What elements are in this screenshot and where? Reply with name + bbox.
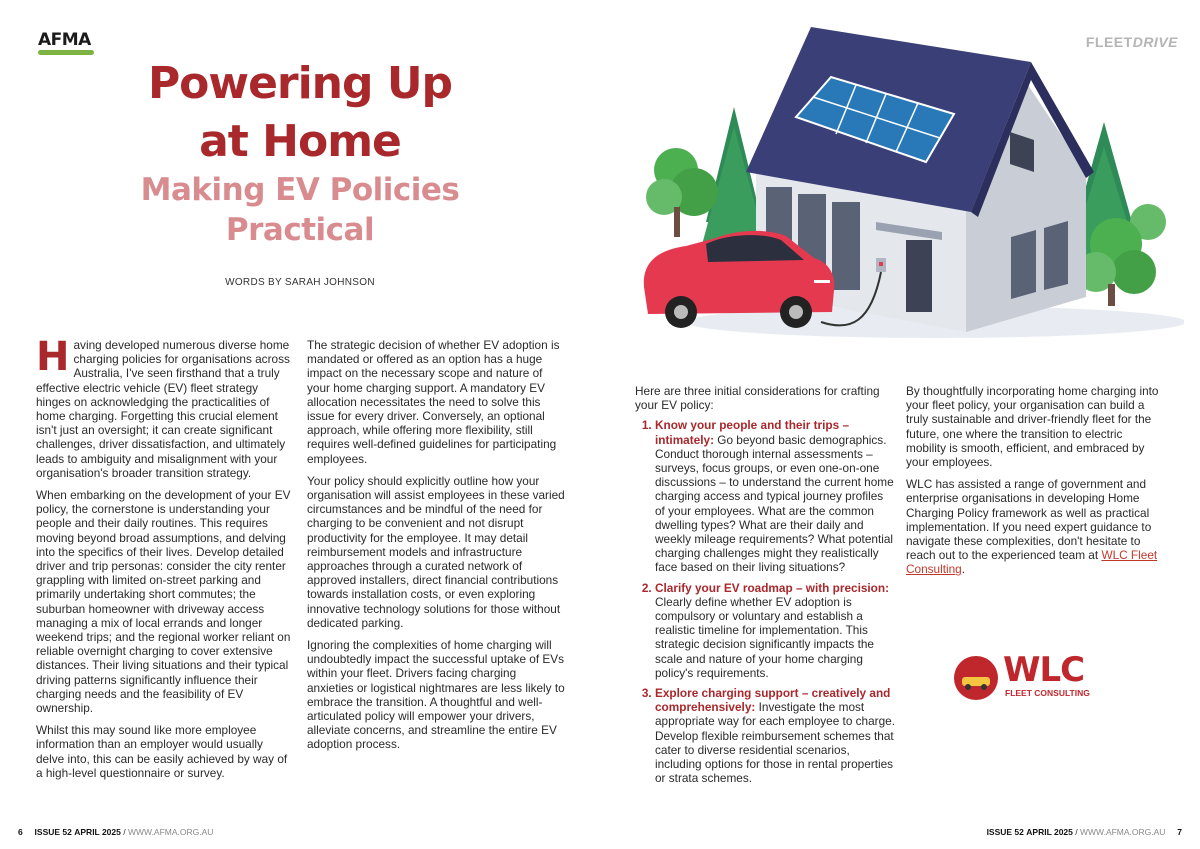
considerations-list <box>635 418 895 785</box>
section-brand-italic: DRIVE <box>1132 34 1178 50</box>
side-window-2 <box>1044 221 1068 290</box>
footer-sep-left: / <box>120 827 128 837</box>
col4-paragraph-1: By thoughtfully incorporating home charging into your fleet policy, your organisation can build a truly sustainable and driver-friendly fleet for the future, one where the transition to electric mobility is smooth, efficient, and embraced by your employees. <box>906 384 1159 470</box>
article-title: Powering Up at Home <box>147 58 453 167</box>
page-number-right: 7 <box>1177 827 1182 837</box>
article-byline: WORDS BY SARAH JOHNSON <box>225 277 375 288</box>
wlc-logo <box>953 650 1113 703</box>
col1-paragraph-3: Whilst this may sound like more employee information than an employer would usually delve into, this can be easily achieved by way of a high-level questionnaire or survey. <box>36 723 288 780</box>
house-ev-illustration <box>636 22 1184 342</box>
consideration-item <box>655 686 895 785</box>
afma-logo-text: AFMA <box>38 30 91 50</box>
footer-right <box>987 827 1182 837</box>
section-brand-main: FLEET <box>1085 34 1133 50</box>
col4-p2-text: WLC has assisted a range of government and enterprise organisations in developing Home Charging Policy framework as well as practical implementation. If you need expert guidance to navigate these complexities, don't hesitate to reach out to the experienced team at <box>906 477 1152 563</box>
afma-logo-swoosh <box>38 50 94 55</box>
page-number-left: 6 <box>18 827 23 837</box>
wlc-logo-emblem <box>953 655 999 701</box>
consideration-text: Clearly define whether EV adoption is compulsory or voluntary and establish a realistic timeline for implementation. This strategic decision significantly impacts the scale and nature of your home charging policy's requirements. <box>655 594 874 680</box>
consideration-item <box>655 418 895 574</box>
consideration-lead: Clarify your EV roadmap – with precision: <box>655 580 890 595</box>
wlc-link[interactable]: WLC Fleet Consulting <box>906 548 1158 577</box>
side-window-1 <box>1011 230 1036 299</box>
date-left: APRIL 2025 <box>74 827 121 837</box>
col2-paragraph-1: The strategic decision of whether EV adoption is mandated or offered as an option has a huge impact on the necessary scope and nature of your home charging support. A mandatory EV allocation necessitates the need to solve this issue for every driver. Conversely, an optional approach, while offering more flexibility, still requires well-defined guidelines for participating employees. <box>307 338 560 466</box>
col3-intro: Here are three initial considerations for crafting your EV policy: <box>635 384 880 413</box>
consideration-text: Go beyond basic demographics. Conduct thorough internal assessments – surveys, focus groups, or even one-on-one discussions – to understand the current home charging access and typical journey profiles of your employees. What are the common dwelling types? What are their daily and weekly mileage requirements? What potential charging challenges might they realistically face based on their living situations? <box>655 432 894 575</box>
round-tree-right-b <box>1112 250 1156 294</box>
url-right: WWW.AFMA.ORG.AU <box>1079 827 1166 837</box>
col4-paragraph-2 <box>906 477 1162 576</box>
consideration-item <box>655 581 895 680</box>
date-right: APRIL 2025 <box>1026 827 1073 837</box>
wlc-logo-name: WLC <box>1003 650 1085 690</box>
dropcap: H <box>36 334 70 380</box>
col2-paragraph-2: Your policy should explicitly outline how your organisation will assist employees in these varied circumstances and be mindful of the need for charging to be convenient and not disrupt productivity for the employee. It may detail reimbursement models and infrastructure approaches through a curated network of approved installers, direct financial contributions towards installation costs, or even exploring innovative technology solutions for those without dedicated parking. <box>307 473 565 630</box>
consideration-lead: Know your people and their trips – intimately: <box>655 418 850 447</box>
article-column-3 <box>635 384 895 791</box>
car-hub-front <box>789 305 803 319</box>
footer-sep-right: / <box>1072 827 1080 837</box>
article-column-1 <box>36 334 294 788</box>
col1-paragraph-2: When embarking on the development of your EV policy, the cornerstone is understanding your people and their daily routines. This requires moving beyond broad assumptions, and delving into the specifics of their lives. Develop detailed driver and trip personas: consider the city renter grappling with limited on-street parking and primarily undertaking short commutes; the suburban homeowner with driveway access managing a mix of local errands and longer weekend trips; and the regional worker reliant on reliable overnight charging to cover extensive distances. Their living situations and their typical driving patterns significantly influence their charging needs and the feasibility of EV ownership. <box>36 488 291 716</box>
col1-p1-text: aving developed numerous diverse home charging policies for organisations across Australia, I've seen firsthand that a truly effective electric vehicle (EV) fleet strategy hinges on acknowledging the practicalities of home charging. Forgetting this crucial element isn't just an oversight; it can create significant challenges, driver dissatisfaction, and ultimately leads to ambiguity and misalignment with your organisation's broader transition strategy. <box>36 338 290 480</box>
url-left: WWW.AFMA.ORG.AU <box>127 827 214 837</box>
footer-left <box>18 827 213 837</box>
col2-paragraph-3: Ignoring the complexities of home charging will undoubtedly impact the successful uptake of EVs within your fleet. Drivers facing charging anxieties or logistical nightmares are less likely to embrace the transition. A thoughtful and well-articulated policy will empower your drivers, alleviate concerns, and streamline the entire EV adoption process. <box>307 638 565 752</box>
wlc-logo-tagline: FLEET CONSULTING <box>1005 688 1090 698</box>
col4-p2-end: . <box>961 562 966 577</box>
article-column-2 <box>307 338 565 760</box>
issue-right: ISSUE 52 <box>986 827 1024 837</box>
wall-charger-light <box>879 262 883 266</box>
consideration-text: Investigate the most appropriate way for each employee to charge. Develop flexible reimbursement schemes that cater to diverse residential scenarios, including options for those in rental properties or strata schemes. <box>655 700 896 786</box>
house-door <box>906 240 932 312</box>
car-headlight <box>814 280 830 283</box>
house-window-3 <box>832 202 860 290</box>
round-trunk-left <box>674 207 680 237</box>
article-subtitle: Making EV Policies Practical <box>140 172 460 248</box>
round-trunk-right <box>1108 284 1115 306</box>
col1-paragraph-1 <box>36 334 294 480</box>
afma-logo <box>38 30 98 56</box>
car-hub-rear <box>674 305 688 319</box>
wlc-emblem-wheel-1 <box>965 684 971 690</box>
article-column-4 <box>906 384 1162 585</box>
issue-left: ISSUE 52 <box>34 827 72 837</box>
consideration-lead: Explore charging support – creatively and comprehensively: <box>655 686 891 715</box>
wlc-emblem-wheel-2 <box>981 684 987 690</box>
